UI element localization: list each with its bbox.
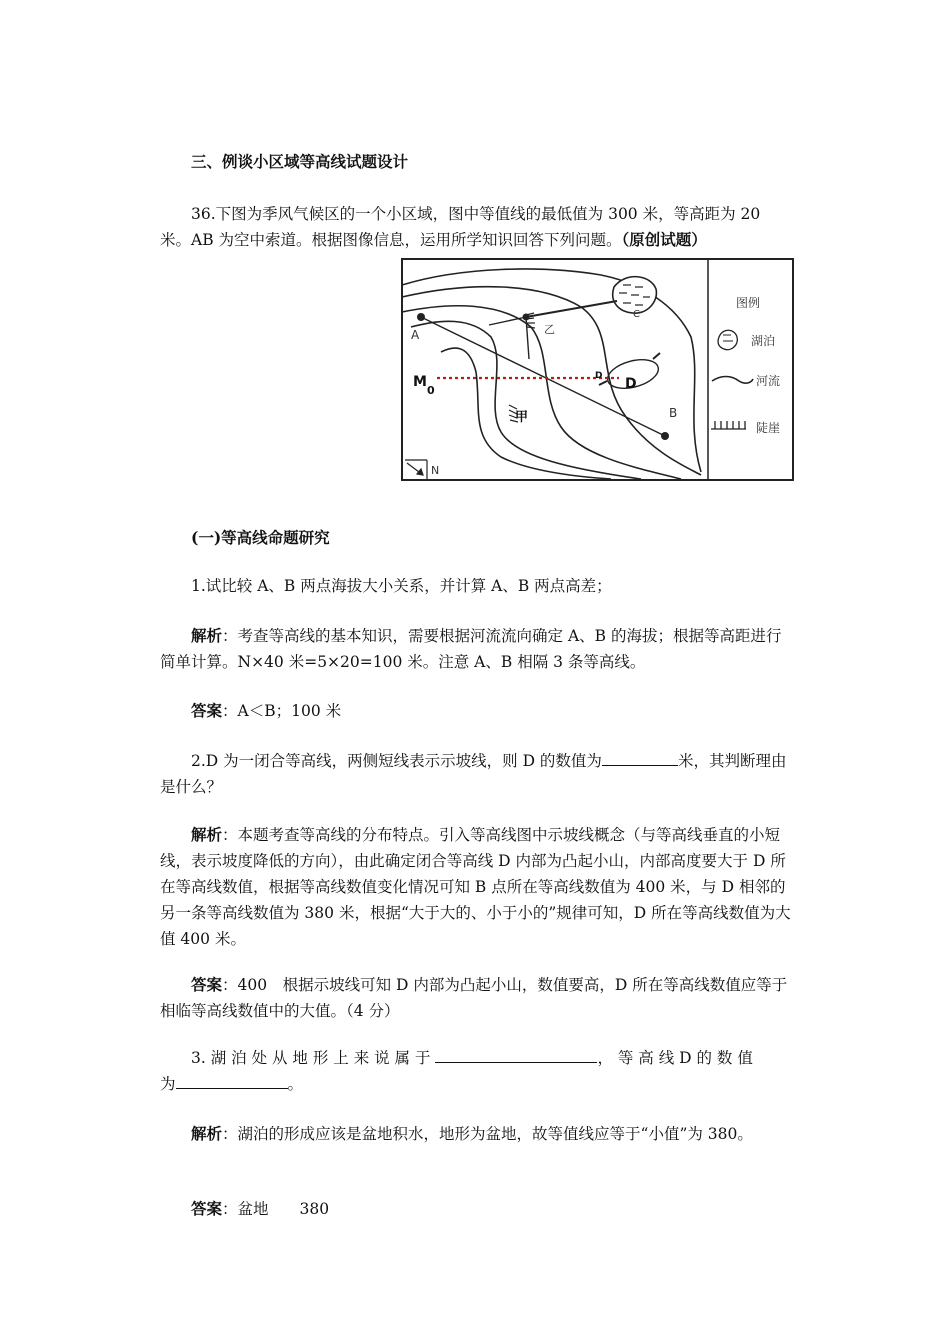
label-north: N <box>431 464 440 477</box>
q3-text-a: 3. 湖 泊 处 从 地 形 上 来 说 属 于 <box>191 1049 431 1067</box>
q3-answer <box>160 1196 794 1222</box>
answer-label: 答案 <box>191 701 223 720</box>
legend-title: 图例 <box>736 296 761 310</box>
answer-text: ：盆地 380 <box>222 1200 330 1218</box>
q2-text-after: 米，其判断理由是什么？ <box>160 752 787 796</box>
q3-text-c: 为 <box>160 1075 176 1093</box>
analysis-label: 解析 <box>191 825 223 844</box>
q1-analysis <box>160 623 794 675</box>
question-tag: （原创试题） <box>621 230 707 249</box>
q2-text <box>160 748 794 800</box>
q2-text-before: 2.D 为一闭合等高线，两侧短线表示示坡线，则 D 的数值为 <box>191 752 602 770</box>
answer-label: 答案 <box>191 1199 223 1218</box>
q1-text: 1.试比较 A、B 两点海拔大小关系，并计算 A、B 两点高差； <box>191 577 612 595</box>
point-a <box>417 313 425 321</box>
label-c: C <box>633 309 640 320</box>
question-36 <box>160 201 794 253</box>
answer-blank <box>176 1072 288 1089</box>
q3-line1 <box>160 1045 794 1071</box>
map-frame <box>402 259 793 480</box>
analysis-text: ：考查等高线的基本知识，需要根据河流流向确定 A、B 的海拔；根据等高距进行简单计算。N×40 米=5×20=100 米。注意 A、B 相隔 3 条等高线。 <box>160 627 782 671</box>
label-m: M <box>413 374 427 390</box>
q3-line2 <box>160 1071 794 1097</box>
question-text: 36.下图为季风气候区的一个小区域，图中等值线的最低值为 300 米，等高距为 20 米。AB 为空中索道。根据图像信息，运用所学知识回答下列问题。 <box>160 205 761 249</box>
subsection-title: (一)等高线命题研究 <box>191 528 330 547</box>
analysis-text: ：本题考查等高线的分布特点。引入等高线图中示坡线概念（与等高线垂直的小短线，表示坡度降低的方向），由此确定闭合等高线 D 内部为凸起小山，内部高度要大于 D 所在等高线数值，根据等高线数值变化情况可知 B 点所在等高线数值为 400 米，与 D 相邻的另一条等高线数值为 380 米，根据“大于大的、小于小的”规律可知，D 所在等高线数值为大值 400 米。 <box>160 826 791 948</box>
answer-blank <box>602 749 678 766</box>
label-d: D <box>625 376 637 392</box>
label-d-small: D <box>595 371 603 381</box>
label-b: B <box>669 406 678 420</box>
label-jia: 甲 <box>515 410 529 425</box>
q2-answer <box>160 972 794 1024</box>
answer-label: 答案 <box>191 975 223 994</box>
answer-blank <box>435 1046 597 1063</box>
point-b <box>661 432 669 440</box>
q3-analysis <box>160 1121 794 1147</box>
label-a: A <box>411 328 420 342</box>
legend-river: 河流 <box>756 374 781 388</box>
legend-lake: 湖泊 <box>751 334 776 348</box>
label-m-sub: 0 <box>427 384 435 397</box>
q3-text-b: ， 等 高 线 D 的 数 值 <box>597 1049 753 1067</box>
answer-text: ：400 根据示坡线可知 D 内部为凸起小山，数值要高，D 所在等高线数值应等于相临等高线数值中的大值。（4 分） <box>160 976 788 1020</box>
q3-text-d: 。 <box>287 1075 304 1093</box>
analysis-label: 解析 <box>191 1124 223 1143</box>
point-yi <box>523 314 530 321</box>
analysis-label: 解析 <box>191 626 223 645</box>
legend-cliff: 陡崖 <box>756 421 781 435</box>
answer-text: ：A＜B；100 米 <box>222 702 342 720</box>
analysis-text: ：湖泊的形成应该是盆地积水，地形为盆地，故等值线应等于“小值”为 380。 <box>222 1125 753 1143</box>
label-yi: 乙 <box>544 323 555 336</box>
q1-answer <box>160 698 794 724</box>
contour-map-figure <box>401 257 794 482</box>
q2-analysis <box>160 822 794 952</box>
section-title: 三、例谈小区域等高线试题设计 <box>191 152 409 171</box>
